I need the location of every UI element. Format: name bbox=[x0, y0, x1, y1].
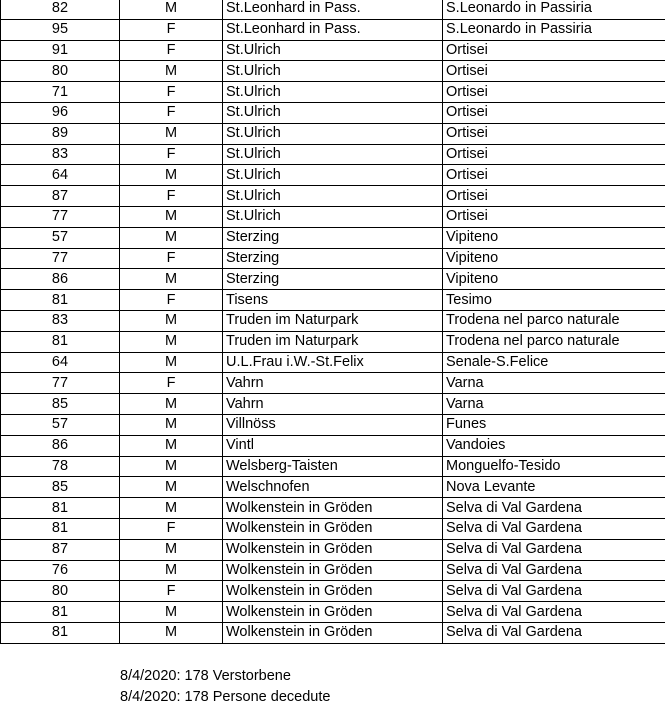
municipality-de-cell: Wolkenstein in Gröden bbox=[223, 560, 443, 581]
summary-footer bbox=[120, 666, 330, 708]
age-cell: 86 bbox=[1, 269, 120, 290]
municipality-it-cell: Funes bbox=[443, 414, 665, 435]
age-cell: 78 bbox=[1, 456, 120, 477]
municipality-it-cell: Monguelfo-Tesido bbox=[443, 456, 665, 477]
municipality-it-cell: Selva di Val Gardena bbox=[443, 602, 665, 623]
municipality-de-cell: St.Leonhard in Pass. bbox=[223, 0, 443, 19]
municipality-it-cell: Vipiteno bbox=[443, 227, 665, 248]
table-row bbox=[1, 373, 665, 394]
sex-cell: M bbox=[120, 352, 223, 373]
municipality-it-cell: Senale-S.Felice bbox=[443, 352, 665, 373]
table-row bbox=[1, 206, 665, 227]
table-row bbox=[1, 477, 665, 498]
municipality-de-cell: Truden im Naturpark bbox=[223, 331, 443, 352]
age-cell: 85 bbox=[1, 394, 120, 415]
municipality-de-cell: St.Ulrich bbox=[223, 206, 443, 227]
table-row bbox=[1, 622, 665, 643]
age-cell: 83 bbox=[1, 144, 120, 165]
municipality-it-cell: Selva di Val Gardena bbox=[443, 518, 665, 539]
age-cell: 71 bbox=[1, 82, 120, 103]
table-row bbox=[1, 435, 665, 456]
municipality-de-cell: Welsberg-Taisten bbox=[223, 456, 443, 477]
municipality-de-cell: Tisens bbox=[223, 290, 443, 311]
municipality-de-cell: Wolkenstein in Gröden bbox=[223, 539, 443, 560]
sex-cell: F bbox=[120, 248, 223, 269]
table-row bbox=[1, 290, 665, 311]
municipality-de-cell: St.Ulrich bbox=[223, 123, 443, 144]
sex-cell: M bbox=[120, 61, 223, 82]
municipality-de-cell: Villnöss bbox=[223, 414, 443, 435]
table-row bbox=[1, 352, 665, 373]
table-row bbox=[1, 581, 665, 602]
table-row bbox=[1, 456, 665, 477]
municipality-it-cell: Trodena nel parco naturale bbox=[443, 331, 665, 352]
sex-cell: M bbox=[120, 394, 223, 415]
municipality-it-cell: Ortisei bbox=[443, 123, 665, 144]
municipality-it-cell: Tesimo bbox=[443, 290, 665, 311]
age-cell: 87 bbox=[1, 186, 120, 207]
age-cell: 77 bbox=[1, 248, 120, 269]
municipality-it-cell: Vipiteno bbox=[443, 248, 665, 269]
age-cell: 95 bbox=[1, 19, 120, 40]
municipality-de-cell: Wolkenstein in Gröden bbox=[223, 581, 443, 602]
sex-cell: M bbox=[120, 310, 223, 331]
age-cell: 64 bbox=[1, 352, 120, 373]
sex-cell: M bbox=[120, 206, 223, 227]
age-cell: 77 bbox=[1, 373, 120, 394]
summary-line-german: 8/4/2020: 178 Verstorbene bbox=[120, 668, 291, 684]
municipality-de-cell: Sterzing bbox=[223, 248, 443, 269]
municipality-it-cell: S.Leonardo in Passiria bbox=[443, 0, 665, 19]
municipality-it-cell: Nova Levante bbox=[443, 477, 665, 498]
sex-cell: M bbox=[120, 123, 223, 144]
municipality-it-cell: Ortisei bbox=[443, 206, 665, 227]
municipality-de-cell: Wolkenstein in Gröden bbox=[223, 622, 443, 643]
sex-cell: M bbox=[120, 165, 223, 186]
sex-cell: F bbox=[120, 518, 223, 539]
municipality-de-cell: Wolkenstein in Gröden bbox=[223, 518, 443, 539]
municipality-it-cell: Selva di Val Gardena bbox=[443, 539, 665, 560]
age-cell: 77 bbox=[1, 206, 120, 227]
table-row bbox=[1, 331, 665, 352]
sex-cell: F bbox=[120, 186, 223, 207]
sex-cell: M bbox=[120, 331, 223, 352]
municipality-it-cell: Selva di Val Gardena bbox=[443, 581, 665, 602]
table-row bbox=[1, 144, 665, 165]
table-row bbox=[1, 602, 665, 623]
municipality-de-cell: St.Ulrich bbox=[223, 82, 443, 103]
municipality-de-cell: Vahrn bbox=[223, 373, 443, 394]
municipality-de-cell: St.Ulrich bbox=[223, 144, 443, 165]
sex-cell: M bbox=[120, 498, 223, 519]
age-cell: 81 bbox=[1, 498, 120, 519]
table-row bbox=[1, 186, 665, 207]
municipality-it-cell: Ortisei bbox=[443, 165, 665, 186]
sex-cell: M bbox=[120, 0, 223, 19]
municipality-de-cell: Vahrn bbox=[223, 394, 443, 415]
table-row bbox=[1, 61, 665, 82]
municipality-it-cell: Ortisei bbox=[443, 82, 665, 103]
age-cell: 82 bbox=[1, 0, 120, 19]
age-cell: 76 bbox=[1, 560, 120, 581]
table-row bbox=[1, 248, 665, 269]
sex-cell: F bbox=[120, 373, 223, 394]
sex-cell: F bbox=[120, 581, 223, 602]
table-row bbox=[1, 498, 665, 519]
sex-cell: M bbox=[120, 602, 223, 623]
sex-cell: M bbox=[120, 560, 223, 581]
age-cell: 57 bbox=[1, 414, 120, 435]
municipality-it-cell: Vandoies bbox=[443, 435, 665, 456]
table-row bbox=[1, 123, 665, 144]
age-cell: 64 bbox=[1, 165, 120, 186]
age-cell: 81 bbox=[1, 290, 120, 311]
age-cell: 57 bbox=[1, 227, 120, 248]
municipality-it-cell: Ortisei bbox=[443, 186, 665, 207]
age-cell: 89 bbox=[1, 123, 120, 144]
table-row bbox=[1, 414, 665, 435]
age-cell: 81 bbox=[1, 518, 120, 539]
municipality-de-cell: St.Leonhard in Pass. bbox=[223, 19, 443, 40]
sex-cell: F bbox=[120, 40, 223, 61]
table-row bbox=[1, 0, 665, 19]
age-cell: 86 bbox=[1, 435, 120, 456]
municipality-de-cell: St.Ulrich bbox=[223, 165, 443, 186]
municipality-de-cell: St.Ulrich bbox=[223, 61, 443, 82]
sex-cell: M bbox=[120, 435, 223, 456]
age-cell: 83 bbox=[1, 310, 120, 331]
sex-cell: F bbox=[120, 290, 223, 311]
table-row bbox=[1, 165, 665, 186]
municipality-it-cell: Selva di Val Gardena bbox=[443, 498, 665, 519]
table-row bbox=[1, 102, 665, 123]
table-row bbox=[1, 19, 665, 40]
municipality-de-cell: U.L.Frau i.W.-St.Felix bbox=[223, 352, 443, 373]
sex-cell: M bbox=[120, 269, 223, 290]
age-cell: 80 bbox=[1, 61, 120, 82]
sex-cell: F bbox=[120, 82, 223, 103]
age-cell: 96 bbox=[1, 102, 120, 123]
municipality-de-cell: Wolkenstein in Gröden bbox=[223, 602, 443, 623]
sex-cell: M bbox=[120, 414, 223, 435]
municipality-de-cell: Vintl bbox=[223, 435, 443, 456]
table-row bbox=[1, 518, 665, 539]
municipality-it-cell: Vipiteno bbox=[443, 269, 665, 290]
municipality-it-cell: Ortisei bbox=[443, 40, 665, 61]
table-row bbox=[1, 269, 665, 290]
table-row bbox=[1, 227, 665, 248]
municipality-it-cell: Ortisei bbox=[443, 144, 665, 165]
municipality-it-cell: Selva di Val Gardena bbox=[443, 560, 665, 581]
municipality-it-cell: Trodena nel parco naturale bbox=[443, 310, 665, 331]
municipality-de-cell: Welschnofen bbox=[223, 477, 443, 498]
table-row bbox=[1, 539, 665, 560]
table-row bbox=[1, 394, 665, 415]
table-row bbox=[1, 560, 665, 581]
sex-cell: M bbox=[120, 477, 223, 498]
municipality-de-cell: St.Ulrich bbox=[223, 40, 443, 61]
municipality-it-cell: Ortisei bbox=[443, 61, 665, 82]
sex-cell: M bbox=[120, 456, 223, 477]
deaths-table-body bbox=[1, 0, 665, 643]
municipality-it-cell: Varna bbox=[443, 373, 665, 394]
age-cell: 80 bbox=[1, 581, 120, 602]
sex-cell: F bbox=[120, 19, 223, 40]
age-cell: 81 bbox=[1, 602, 120, 623]
summary-line-italian: 8/4/2020: 178 Persone decedute bbox=[120, 689, 331, 705]
municipality-de-cell: St.Ulrich bbox=[223, 186, 443, 207]
age-cell: 81 bbox=[1, 622, 120, 643]
table-row bbox=[1, 40, 665, 61]
municipality-it-cell: S.Leonardo in Passiria bbox=[443, 19, 665, 40]
municipality-it-cell: Varna bbox=[443, 394, 665, 415]
municipality-de-cell: Sterzing bbox=[223, 269, 443, 290]
age-cell: 91 bbox=[1, 40, 120, 61]
sex-cell: M bbox=[120, 622, 223, 643]
age-cell: 87 bbox=[1, 539, 120, 560]
table-row bbox=[1, 310, 665, 331]
sex-cell: M bbox=[120, 539, 223, 560]
municipality-de-cell: Truden im Naturpark bbox=[223, 310, 443, 331]
municipality-de-cell: Sterzing bbox=[223, 227, 443, 248]
sex-cell: M bbox=[120, 227, 223, 248]
municipality-it-cell: Selva di Val Gardena bbox=[443, 622, 665, 643]
municipality-it-cell: Ortisei bbox=[443, 102, 665, 123]
age-cell: 81 bbox=[1, 331, 120, 352]
sex-cell: F bbox=[120, 144, 223, 165]
table-row bbox=[1, 82, 665, 103]
municipality-de-cell: Wolkenstein in Gröden bbox=[223, 498, 443, 519]
municipality-de-cell: St.Ulrich bbox=[223, 102, 443, 123]
age-cell: 85 bbox=[1, 477, 120, 498]
sex-cell: F bbox=[120, 102, 223, 123]
